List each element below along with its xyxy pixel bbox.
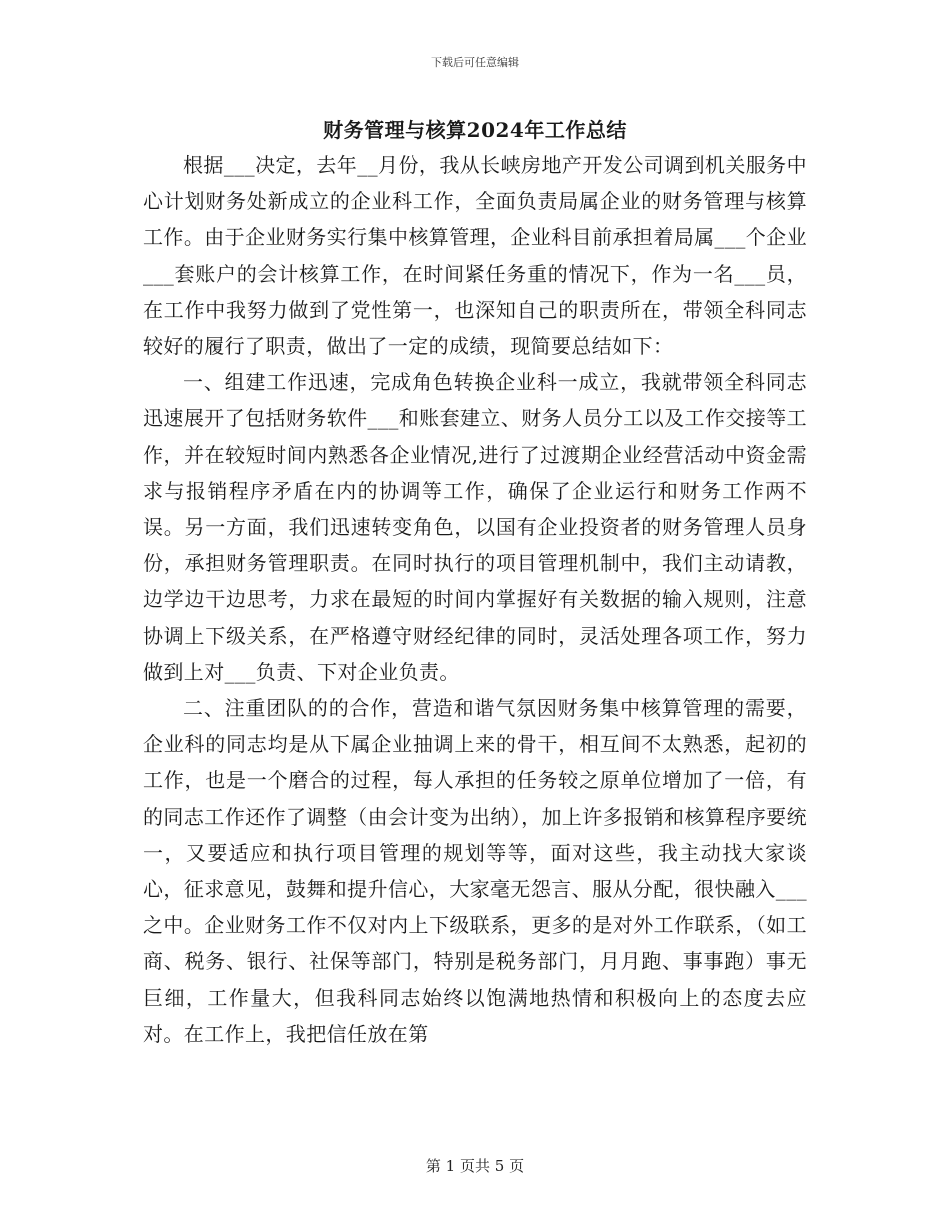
page-number: 第 1 页共 5 页 [425, 1157, 525, 1175]
paragraph-intro: 根据___决定，去年__月份，我从长峡房地产开发公司调到机关服务中心计划财务处新成立的企业科工作，全面负责局属企业的财务管理与核算工作。由于企业财务实行集中核算管理，企业科目前承担着局属___个企业___套账户的会计核算工作，在时间紧任务重的情况下，作为一名___员，在工作中我努力做到了党性第一，也深知自己的职责所在，带领全科同志较好的履行了职责，做出了一定的成绩，现简要总结如下： [143, 153, 807, 359]
paragraph-section-1: 一、组建工作迅速，完成角色转换企业科一成立，我就带领全科同志迅速展开了包括财务软件___和账套建立、财务人员分工以及工作交接等工作，并在较短时间内熟悉各企业情况,进行了过渡期企业经营活动中资金需求与报销程序矛盾在内的协调等工作，确保了企业运行和财务工作两不误。另一方面，我们迅速转变角色，以国有企业投资者的财务管理人员身份，承担财务管理职责。在同时执行的项目管理机制中，我们主动请教，边学边干边思考，力求在最短的时间内掌握好有关数据的输入规则，注意协调上下级关系，在严格遵守财经纪律的同时，灵活处理各项工作，努力做到上对___负责、下对企业负责。 [143, 370, 807, 684]
document-body [143, 147, 807, 1052]
header-note: 下载后可任意编辑 [431, 56, 519, 69]
paragraph-section-2: 二、注重团队的的合作，营造和谐气氛因财务集中核算管理的需要，企业科的同志均是从下属企业抽调上来的骨干，相互间不太熟悉，起初的工作，也是一个磨合的过程，每人承担的任务较之原单位增加了一倍，有的同志工作还作了调整（由会计变为出纳），加上许多报销和核算程序要统一，又要适应和执行项目管理的规划等等，面对这些，我主动找大家谈心，征求意见，鼓舞和提升信心，大家毫无怨言、服从分配，很快融入___之中。企业财务工作不仅对内上下级联系，更多的是对外工作联系，（如工商、税务、银行、社保等部门，特别是税务部门，月月跑、事事跑）事无巨细，工作量大，但我科同志始终以饱满地热情和积极向上的态度去应对。在工作上，我把信任放在第 [143, 696, 807, 1046]
document-title: 财务管理与核算2024年工作总结 [323, 118, 627, 142]
